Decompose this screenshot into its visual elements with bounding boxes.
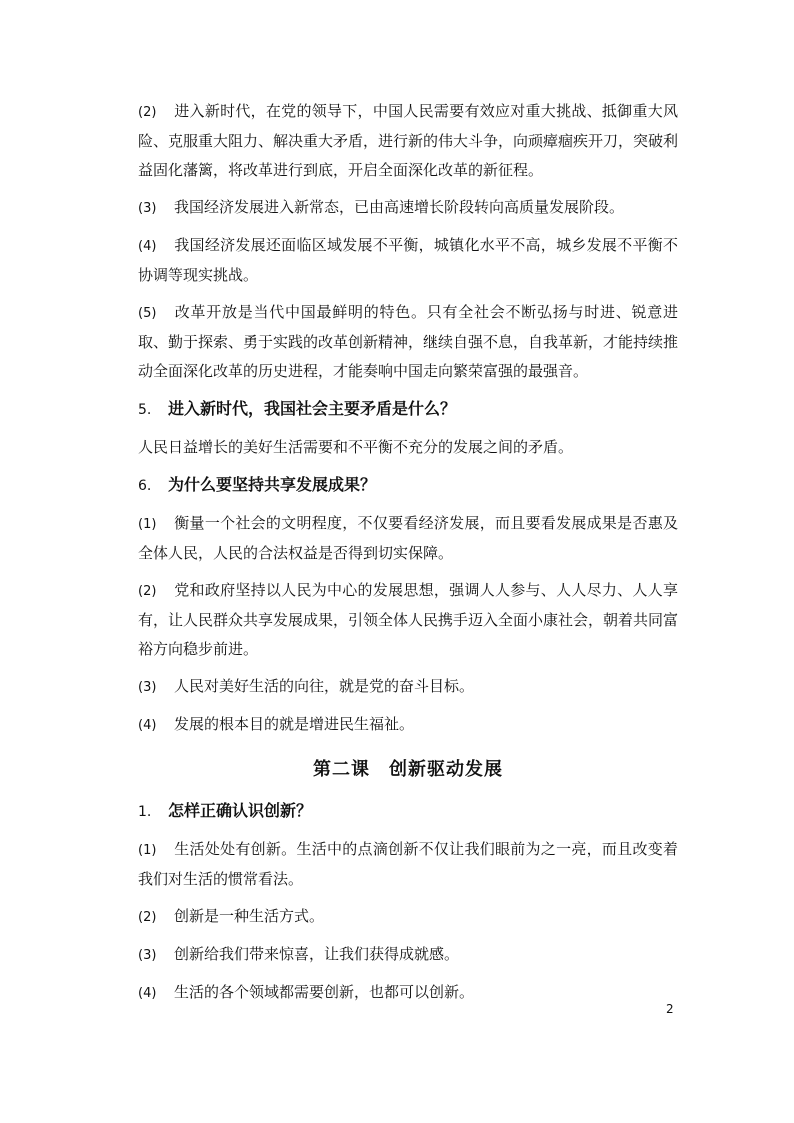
item-text: 生活的各个领域都需要创新，也都可以创新。	[174, 983, 475, 1001]
item-text: 创新给我们带来惊喜，让我们获得成就感。	[174, 945, 460, 963]
item-number: (4)	[138, 986, 157, 1001]
page-number: 2	[666, 1002, 674, 1016]
item-text: 衡量一个社会的文明程度，不仅要看经济发展，而且要看发展成果是否惠及全体人民，人民的合法权益是否得到切实保障。	[138, 514, 678, 562]
list-item	[138, 710, 678, 740]
list-item	[138, 835, 678, 894]
question-text: 为什么要坚持共享发展成果？	[168, 475, 377, 494]
question-heading	[138, 470, 678, 501]
item-text: 改革开放是当代中国最鲜明的特色。只有全社会不断弘扬与时进、锐意进取、勤于探索、勇于实践的改革创新精神，继续自强不息，自我革新，才能持续推动全面深化改革的历史进程，才能奏响中国走向繁荣富强的最强音。	[138, 303, 679, 380]
item-number: (3)	[138, 948, 157, 963]
list-item	[138, 231, 678, 290]
item-text: 发展的根本目的就是增进民生福祉。	[174, 715, 415, 733]
list-item	[138, 902, 678, 932]
question-number: 1.	[138, 804, 152, 820]
item-number: (1)	[138, 517, 157, 532]
list-item	[138, 576, 678, 664]
item-number: (2)	[138, 584, 157, 599]
item-number: (4)	[138, 239, 157, 254]
question-heading	[138, 796, 678, 827]
item-number: (4)	[138, 718, 157, 733]
question-number: 5.	[138, 402, 152, 418]
question-text: 进入新时代，我国社会主要矛盾是什么？	[168, 399, 457, 418]
question-number: 6.	[138, 478, 152, 494]
item-text: 创新是一种生活方式。	[174, 907, 325, 925]
item-number: (1)	[138, 843, 157, 858]
item-text: 党和政府坚持以人民为中心的发展思想，强调人人参与、人人尽力、人人享有，让人民群众共享发展成果，引领全体人民携手迈入全面小康社会，朝着共同富裕方向稳步前进。	[138, 581, 679, 658]
item-number: (5)	[138, 306, 157, 321]
page-content	[138, 97, 678, 1016]
list-item	[138, 978, 678, 1008]
list-item	[138, 509, 678, 568]
question-heading	[138, 394, 678, 425]
list-item	[138, 298, 678, 386]
item-text: 生活处处有创新。生活中的点滴创新不仅让我们眼前为之一亮，而且改变着我们对生活的惯常看法。	[138, 840, 678, 888]
question-text: 怎样正确认识创新？	[168, 801, 313, 820]
list-item	[138, 193, 678, 223]
item-text: 我国经济发展还面临区域发展不平衡，城镇化水平不高，城乡发展不平衡不协调等现实挑战。	[138, 236, 678, 284]
item-number: (2)	[138, 105, 157, 120]
item-number: (3)	[138, 680, 157, 695]
list-item	[138, 672, 678, 702]
section-heading: 第二课 创新驱动发展	[313, 759, 503, 780]
item-number: (3)	[138, 201, 157, 216]
list-item	[138, 97, 678, 185]
list-item	[138, 940, 678, 970]
item-text: 进入新时代，在党的领导下，中国人民需要有效应对重大挑战、抵御重大风险、克服重大阻力、解决重大矛盾，进行新的伟大斗争，向顽瘴痼疾开刀，突破利益固化藩篱，将改革进行到底，开启全面深化改革的新征程。	[138, 102, 679, 179]
item-text: 我国经济发展进入新常态，已由高速增长阶段转向高质量发展阶段。	[174, 198, 625, 216]
item-number: (2)	[138, 910, 157, 925]
answer-text: 人民日益增长的美好生活需要和不平衡不充分的发展之间的矛盾。	[138, 438, 574, 456]
item-text: 人民对美好生活的向往，就是党的奋斗目标。	[174, 677, 475, 695]
